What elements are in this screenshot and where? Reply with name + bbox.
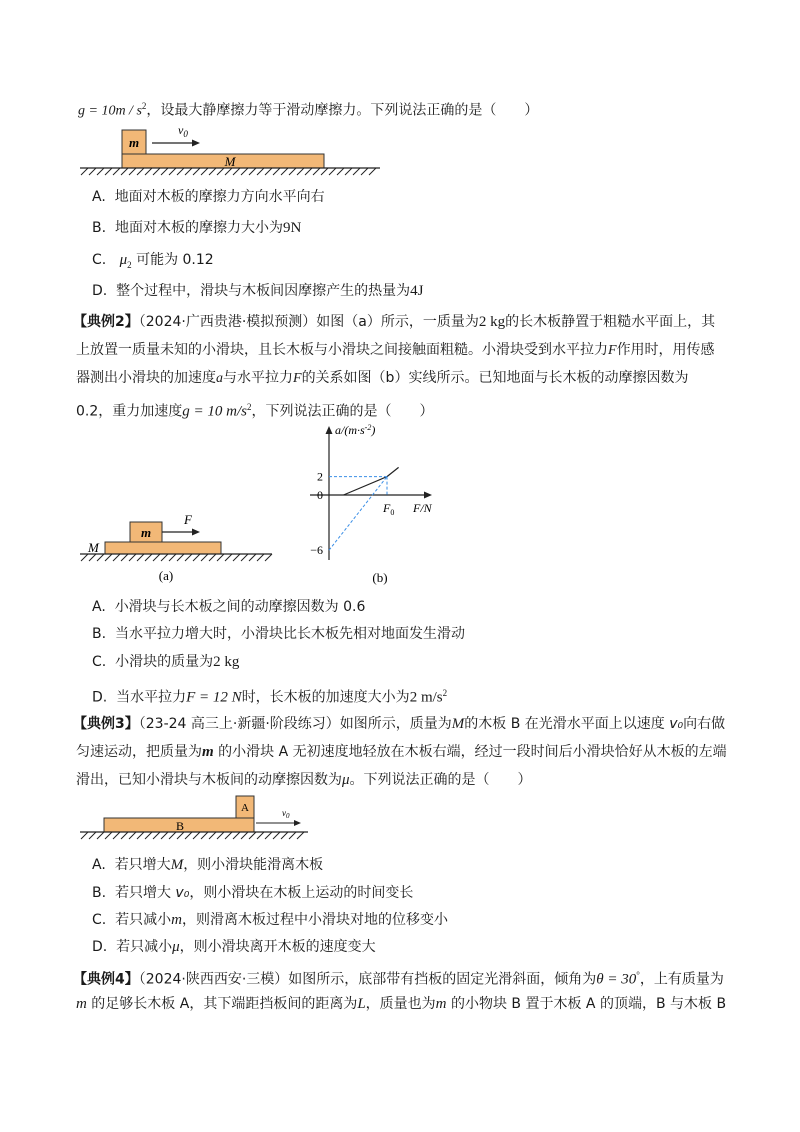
- ex3-line-3: 滑出，已知小滑块与木板间的动摩擦因数为μ。下列说法正确的是（ ）: [76, 772, 532, 788]
- label-B: B: [175, 819, 185, 833]
- hatch-mark: [193, 832, 200, 839]
- hatch-mark: [169, 832, 176, 839]
- hatch-mark: [281, 168, 288, 175]
- ground-hatch: [81, 168, 376, 175]
- ex2-line-4: 0.2，重力加速度g = 10 $m/s^2$，下列说法正确的是（ ）: [76, 402, 434, 420]
- hatch-mark: [297, 832, 304, 839]
- label-A: A: [241, 802, 249, 814]
- hatch-mark: [241, 554, 248, 561]
- ex2-line-2: 上放置一质量未知的小滑块，且长木板与小滑块之间接触面粗糙。小滑块受到水平拉力F作用时，用传感: [76, 342, 715, 358]
- hatch-mark: [113, 832, 120, 839]
- hatch-mark: [241, 168, 248, 175]
- hatch-mark: [273, 832, 280, 839]
- ground-hatch: [81, 832, 304, 839]
- hatch-mark: [169, 168, 176, 175]
- y-tick-label: 0: [317, 488, 323, 502]
- q3-option-c: C. 若只减小m，则滑离木板过程中小滑块对地的位移变小: [92, 912, 448, 928]
- hatch-mark: [281, 832, 288, 839]
- hatch-mark: [257, 832, 264, 839]
- hatch-mark: [161, 168, 168, 175]
- hatch-mark: [97, 168, 104, 175]
- figure-2b-chart: [300, 420, 460, 590]
- hatch-mark: [249, 168, 256, 175]
- q2-option-b: B. 当水平拉力增大时，小滑块比长木板先相对地面发生滑动: [92, 626, 465, 642]
- svg-text:v0: [178, 123, 188, 139]
- formula: g = 10m / s: [78, 103, 142, 119]
- caption-b: (b): [372, 570, 388, 585]
- figure-1: [80, 118, 400, 180]
- hatch-mark: [145, 554, 152, 561]
- hatch-mark: [289, 168, 296, 175]
- hatch-mark: [81, 168, 88, 175]
- hatch-mark: [121, 832, 128, 839]
- q1-option-d: D. 整个过程中，滑块与木板间因摩擦产生的热量为4J: [92, 283, 424, 299]
- hatch-mark: [97, 554, 104, 561]
- q2-option-a: A. 小滑块与长木板之间的动摩擦因数为 0.6: [92, 599, 366, 615]
- y-axis-label: $a/(m\cdot s^{-2})$: [335, 423, 376, 437]
- hatch-mark: [177, 168, 184, 175]
- hatch-mark: [105, 168, 112, 175]
- y-tick-label: −6: [310, 543, 323, 558]
- x-axis-arrow-icon: [424, 492, 432, 499]
- hatch-mark: [233, 832, 240, 839]
- q1-option-a: A. 地面对木板的摩擦力方向水平向右: [92, 189, 325, 205]
- board-M: [105, 542, 221, 554]
- figure-3: [80, 792, 320, 848]
- ex4-line-2: m 的足够长木板 A，其下端距挡板间的距离为L，质量也为m 的小物块 B 置于木板 A 的顶端，B 与木板 B: [76, 996, 727, 1012]
- ex2-line-1: 【典例2】（2024·广西贵港·模拟预测）如图（a）所示，一质量为2 kg的长木板静置于粗糙水平面上，其: [73, 314, 716, 330]
- hatch-mark: [217, 168, 224, 175]
- label-v0-sub: 0: [286, 812, 290, 820]
- series-line-0: [344, 477, 388, 495]
- ex3-line-2: 匀速运动，把质量为m 的小滑块 A 无初速度地轻放在木板右端，经过一段时间后小滑块恰好从木板的左端: [76, 744, 727, 760]
- hatch-mark: [113, 554, 120, 561]
- label-M: M: [224, 154, 236, 169]
- y-tick-label: 2: [317, 469, 323, 484]
- hatch-mark: [209, 554, 216, 561]
- hatch-mark: [161, 554, 168, 561]
- svg-text:v0: [282, 808, 290, 820]
- hatch-mark: [201, 554, 208, 561]
- series-line-2: [329, 477, 387, 551]
- ex2-line-3: 器测出小滑块的加速度a与水平拉力F的关系如图（b）实线所示。已知地面与长木板的动摩擦因数为: [76, 370, 689, 386]
- label-v0-sub: 0: [183, 129, 188, 139]
- hatch-mark: [265, 168, 272, 175]
- hatch-mark: [369, 168, 376, 175]
- hatch-mark: [153, 168, 160, 175]
- arrow-head-icon: [192, 140, 200, 147]
- hatch-mark: [193, 554, 200, 561]
- hatch-mark: [121, 168, 128, 175]
- hatch-mark: [289, 832, 296, 839]
- hatch-mark: [201, 832, 208, 839]
- hatch-mark: [177, 832, 184, 839]
- figure-2a: [80, 510, 280, 590]
- hatch-mark: [209, 832, 216, 839]
- q1-option-b: B. 地面对木板的摩擦力大小为9N: [92, 220, 302, 236]
- q3-option-a: A. 若只增大M，则小滑块能滑离木板: [92, 857, 324, 873]
- board-M: [122, 154, 324, 168]
- hatch-mark: [89, 168, 96, 175]
- hatch-mark: [249, 832, 256, 839]
- hatch-mark: [185, 832, 192, 839]
- hatch-mark: [217, 832, 224, 839]
- label-m: m: [140, 525, 152, 540]
- hatch-mark: [137, 832, 144, 839]
- hatch-mark: [145, 832, 152, 839]
- hatch-mark: [153, 554, 160, 561]
- ex3-line-1: 【典例3】（23-24 高三上·新疆·阶段练习）如图所示，质量为M的木板 B 在光滑水平面上以速度 v₀向右做: [73, 716, 726, 732]
- y-axis-arrow-icon: [326, 426, 333, 434]
- hatch-mark: [169, 554, 176, 561]
- q2-option-d: D. 当水平拉力F = 12 N时，长木板的加速度大小为2 $m/s^2$: [92, 688, 448, 706]
- hatch-mark: [97, 832, 104, 839]
- hatch-mark: [305, 168, 312, 175]
- caption-a: (a): [158, 568, 174, 583]
- label-m: m: [128, 135, 140, 150]
- ground-hatch: [81, 554, 272, 561]
- hatch-mark: [177, 554, 184, 561]
- label-v0: v: [178, 123, 184, 137]
- hatch-mark: [233, 168, 240, 175]
- hatch-mark: [129, 554, 136, 561]
- hatch-mark: [137, 168, 144, 175]
- hatch-mark: [353, 168, 360, 175]
- hatch-mark: [249, 554, 256, 561]
- hatch-mark: [105, 554, 112, 561]
- label-F: F: [184, 512, 192, 527]
- hatch-mark: [361, 168, 368, 175]
- top-text: ，设最大静摩擦力等于滑动摩擦力。下列说法正确的是（ ）: [146, 102, 539, 119]
- hatch-mark: [137, 554, 144, 561]
- hatch-mark: [185, 168, 192, 175]
- hatch-mark: [145, 168, 152, 175]
- hatch-mark: [241, 832, 248, 839]
- label-M: M: [88, 540, 99, 555]
- hatch-mark: [233, 554, 240, 561]
- x-tick-label: $F_0$: [383, 501, 395, 517]
- q2-option-c: C. 小滑块的质量为2 kg: [92, 654, 240, 670]
- hatch-mark: [89, 832, 96, 839]
- hatch-mark: [225, 554, 232, 561]
- hatch-mark: [329, 168, 336, 175]
- hatch-mark: [81, 832, 88, 839]
- hatch-mark: [201, 168, 208, 175]
- hatch-mark: [345, 168, 352, 175]
- q3-option-d: D. 若只减小μ，则小滑块离开木板的速度变大: [92, 939, 376, 955]
- hatch-mark: [161, 832, 168, 839]
- hatch-mark: [225, 168, 232, 175]
- hatch-mark: [89, 554, 96, 561]
- series-line-1: [387, 467, 399, 476]
- hatch-mark: [257, 168, 264, 175]
- hatch-mark: [265, 832, 272, 839]
- x-axis-label: F/N: [413, 501, 432, 515]
- arrow-head-icon: [192, 529, 200, 536]
- q3-option-b: B. 若只增大 v₀，则小滑块在木板上运动的时间变长: [92, 885, 414, 901]
- hatch-mark: [193, 168, 200, 175]
- ex4-line-1: 【典例4】（2024·陕西西安·三模）如图所示，底部带有挡板的固定光滑斜面，倾角为θ = 30°，上有质量为: [73, 970, 724, 988]
- hatch-mark: [313, 168, 320, 175]
- hatch-mark: [129, 168, 136, 175]
- hatch-mark: [321, 168, 328, 175]
- hatch-mark: [225, 832, 232, 839]
- hatch-mark: [337, 168, 344, 175]
- hatch-mark: [257, 554, 264, 561]
- hatch-mark: [217, 554, 224, 561]
- hatch-mark: [297, 168, 304, 175]
- hatch-mark: [265, 554, 272, 561]
- hatch-mark: [209, 168, 216, 175]
- hatch-mark: [153, 832, 160, 839]
- hatch-mark: [185, 554, 192, 561]
- hatch-mark: [105, 832, 112, 839]
- arrow-head-icon: [294, 820, 301, 826]
- hatch-mark: [273, 168, 280, 175]
- label-v0: v: [282, 808, 286, 818]
- formula-sup: 2: [141, 101, 147, 111]
- hatch-mark: [113, 168, 120, 175]
- hatch-mark: [129, 832, 136, 839]
- hatch-mark: [81, 554, 88, 561]
- q1-option-c: C. $\mu_2$ 可能为 0.12: [92, 252, 214, 270]
- hatch-mark: [121, 554, 128, 561]
